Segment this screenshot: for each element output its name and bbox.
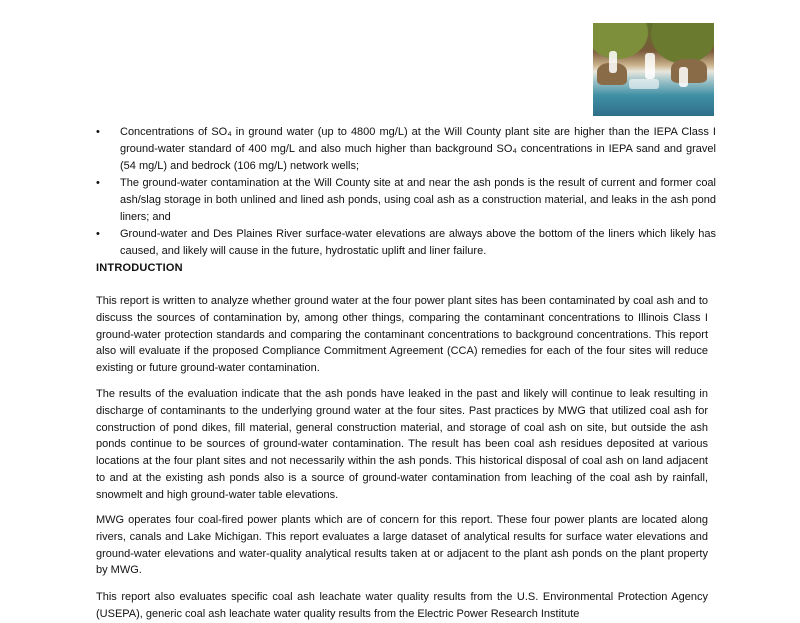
waterfall-foam [629, 79, 659, 89]
findings-list [96, 124, 716, 260]
waterfall-photo [593, 23, 714, 116]
paragraph: The results of the evaluation indicate that the ash ponds have leaked in the past and likely will continue to leak resulting in discharge of contaminants to the underlying ground water at the four sites. Past practices by MWG that utilized coal ash for construction of pond dikes, fill material, general construction material, and storage of coal ash on site, but outside the ash ponds continue to be sources of ground-water contamination. The result has been coal ash residues deposited at various locations at the four plant sites and not necessarily within the ash ponds. This historical disposal of coal ash on land adjacent to and at the existing ash ponds also is a source of ground-water contamination from leaching of the coal ash by rainfall, snowmelt and high ground-water table elevations. [96, 388, 708, 501]
rock-shape [671, 59, 707, 83]
paragraph: MWG operates four coal-fired power plants which are of concern for this report. These four power plants are located along rivers, canals and Lake Michigan. This report evaluates a large dataset of analytical results for surface water elevations and ground-water elevations and water-quality analytical results taken at or adjacent to the plant ash ponds on the plant property by MWG. [96, 514, 708, 577]
list-item: • The ground-water contamination at the Will County site at and near the ash ponds is the result of current and former coal ash/slag storage in both unlined and lined ash ponds, using coal ash as a construction material, and leaks in the ash pond liners; and [96, 175, 716, 226]
waterfall-stream [679, 67, 688, 87]
waterfall-stream [645, 53, 655, 79]
list-item: • Concentrations of SO₄ in ground water (up to 4800 mg/L) at the Will County plant site are higher than the IEPA Class I ground-water standard of 400 mg/L and also much higher than background SO₄ concentrations in IEPA sand and gravel (54 mg/L) and bedrock (106 mg/L) network wells; [96, 124, 716, 175]
paragraph: This report also evaluates specific coal ash leachate water quality results from the U.S. Environmental Protection Agency (USEPA), generic coal ash leachate water quality results from the Electric Power Research Institute [96, 591, 708, 620]
list-item: • Ground-water and Des Plaines River surface-water elevations are always above the bottom of the liners which likely has caused, and likely will cause in the future, hydrostatic uplift and liner failure. [96, 226, 716, 260]
section-heading: INTRODUCTION [96, 262, 183, 274]
waterfall-stream [609, 51, 617, 73]
paragraph: This report is written to analyze whether ground water at the four power plant sites has been contaminated by coal ash and to discuss the sources of contamination by, among other things, comparing the contaminant concentrations to Illinois Class I ground-water protection standards and comparing the contaminant concentrations to background concentrations. This report also will evaluate if the proposed Compliance Commitment Agreement (CCA) remedies for each of the four sites will reduce existing or future ground-water contamination. [96, 295, 708, 375]
